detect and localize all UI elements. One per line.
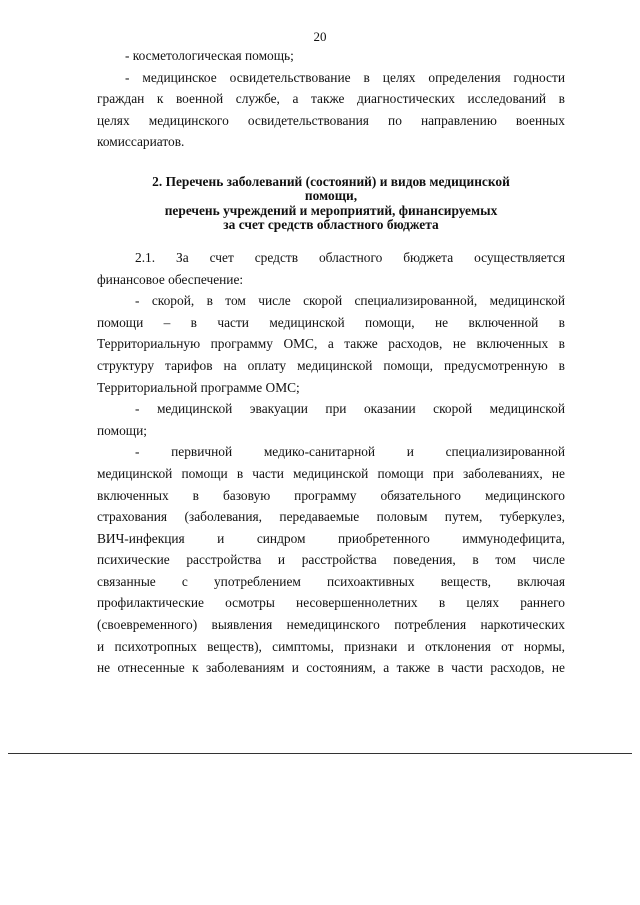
page-divider: [8, 753, 632, 754]
text-line: целях медицинского освидетельствования по направлению военных: [97, 112, 565, 128]
heading-line: за счет средств областного бюджета: [223, 217, 439, 233]
intro-section: [97, 45, 565, 153]
text-line: профилактические осмотры несовершеннолетних в целях раннего: [97, 595, 565, 611]
heading-line: помощи,: [304, 188, 358, 204]
text-line: комиссариатов.: [97, 134, 185, 150]
text-line: - медицинское освидетельствование в целях определения годности: [125, 69, 565, 85]
text-line: связанные с употреблением психоактивных веществ, включая: [97, 573, 565, 589]
heading-line: 2. Перечень заболеваний (состояний) и видов медицинской: [152, 173, 510, 189]
page-number: 20: [313, 29, 327, 44]
text-line: страхования (заболевания, передаваемые половым путем, туберкулез,: [97, 509, 565, 525]
text-line: - косметологическая помощь;: [125, 48, 294, 63]
text-line: Территориальной программе ОМС;: [97, 379, 300, 395]
section-heading: [97, 175, 565, 233]
text-line: включенных в базовую программу обязательного медицинского: [97, 487, 565, 503]
text-line: и психотропных веществ), симптомы, признаки и отклонения от нормы,: [97, 638, 565, 654]
text-line: граждан к военной службе, а также диагностических исследований в: [97, 91, 565, 107]
text-line: Территориальную программу ОМС, а также расходов, не включенных в: [97, 336, 565, 352]
text-line: 2.1. За счет средств областного бюджета осуществляется: [135, 249, 565, 265]
text-line: не отнесенные к заболеваниям и состояниям, а также в части расходов, не: [97, 660, 565, 676]
section-2-body: [97, 247, 565, 679]
text-line: финансовое обеспечение:: [97, 271, 244, 287]
text-line: помощи;: [97, 422, 147, 438]
text-line: - скорой, в том числе скорой специализированной, медицинской: [135, 293, 565, 309]
heading-line: перечень учреждений и мероприятий, финансируемых: [164, 202, 498, 218]
text-line: - первичной медико-санитарной и специализированной: [135, 444, 565, 460]
text-line: - медицинской эвакуации при оказании скорой медицинской: [135, 401, 565, 417]
text-line: помощи – в части медицинской помощи, не включенной в: [97, 314, 565, 330]
text-line: медицинской помощи в части медицинской помощи при заболеваниях, не: [97, 465, 565, 481]
text-line: психические расстройства и расстройства поведения, в том числе: [97, 552, 565, 568]
document-body: [97, 45, 565, 679]
text-line: ВИЧ-инфекция и синдром приобретенного иммунодефицита,: [97, 530, 565, 546]
text-line: структуру тарифов на оплату медицинской помощи, предусмотренную в: [97, 357, 565, 373]
text-line: (своевременного) выявления немедицинского потребления наркотических: [97, 617, 565, 633]
